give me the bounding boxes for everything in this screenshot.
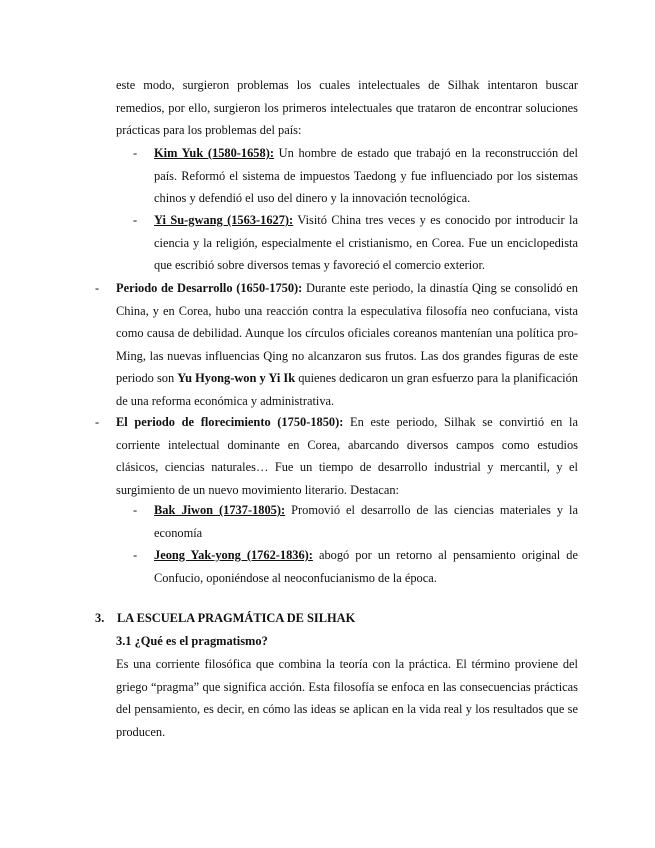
bullet-marker: - xyxy=(95,415,100,429)
later-figure-item xyxy=(133,544,578,589)
pragmatism-paragraph xyxy=(116,653,578,743)
intro-paragraph xyxy=(116,74,578,142)
figure-description: Visitó China tres veces y es conocido por introducir la ciencia y la religión, especialmente el cristianismo, en Corea. Fue un enciclopedista que escribió sobre diversos temas y favoreció el comercio exterior. xyxy=(154,213,579,273)
bullet-marker: - xyxy=(133,146,138,160)
section-number: 3. xyxy=(95,611,105,625)
bullet-marker: - xyxy=(133,213,138,227)
early-figure-item xyxy=(133,142,579,210)
intro-text: este modo, surgieron problemas los cuales intelectuales de Silhak intentaron buscar remedios, por ello, surgieron los primeros intelectuales que trataron de encontrar soluciones prácticas para los problemas del país: xyxy=(116,78,578,138)
figure-description: abogó por un retorno al pensamiento original de Confucio, oponiéndose al neoconfucianismo de la época. xyxy=(154,548,578,585)
period-item-desarrollo xyxy=(95,277,579,413)
period-bold-names: Yu Hyong-won y Yi Ik xyxy=(177,371,296,386)
subsection-title: 3.1 ¿Qué es el pragmatismo? xyxy=(116,634,268,648)
bullet-marker: - xyxy=(133,503,138,517)
period-title: El periodo de florecimiento (1750-1850): xyxy=(116,415,344,429)
period-item-florecimiento xyxy=(95,411,578,501)
section-heading xyxy=(95,607,575,630)
figure-description: Promovió el desarrollo de las ciencias materiales y la economía xyxy=(154,503,578,540)
period-title: Periodo de Desarrollo (1650-1750): xyxy=(116,281,303,295)
figure-name: Kim Yuk (1580-1658): xyxy=(154,146,274,160)
section-title: LA ESCUELA PRAGMÁTICA DE SILHAK xyxy=(117,611,356,625)
subsection-heading xyxy=(116,630,576,653)
pragmatism-text: Es una corriente filosófica que combina la teoría con la práctica. El término proviene del griego “pragma” que significa acción. Esta filosofía se enfoca en las consecuencias prácticas del pensamiento, es decir, en cómo las ideas se aplican en la vida real y los resultados que se producen. xyxy=(116,657,578,739)
figure-name: Bak Jiwon (1737-1805): xyxy=(154,503,286,517)
period-text: Durante este periodo, la dinastía Qing se consolidó en China, y en Corea, hubo una reacción contra la especulativa filosofía neo confuciana, vista como causa de debilidad. Aunque los círculos oficiales coreanos mantenían una política pro-Ming, las nuevas influencias Qing no alcanzaron sus frutos. Las dos grandes figuras de este periodo son xyxy=(116,281,578,386)
period-text-after: quienes dedicaron un gran esfuerzo para la planificación de una reforma económica y administrativa. xyxy=(116,371,579,408)
bullet-marker: - xyxy=(133,548,138,562)
figure-name: Jeong Yak-yong (1762-1836): xyxy=(154,548,313,562)
bullet-marker: - xyxy=(95,281,100,295)
early-figure-item xyxy=(133,209,579,277)
figure-name: Yi Su-gwang (1563-1627): xyxy=(154,213,294,227)
period-text: En este periodo, Silhak se convirtió en la corriente intelectual dominante en Corea, abarcando diversos campos como estudios clásicos, ciencias naturales… Fue un tiempo de desarrollo industrial y mercantil, y el surgimiento de un nuevo movimiento literario. Destacan: xyxy=(116,415,578,497)
figure-description: Un hombre de estado que trabajó en la reconstrucción del país. Reformó el sistema de impuestos Taedong y fue influenciado por los sistemas chinos y defendió el uso del dinero y la innovación tecnológica. xyxy=(154,146,579,206)
later-figure-item xyxy=(133,499,578,544)
